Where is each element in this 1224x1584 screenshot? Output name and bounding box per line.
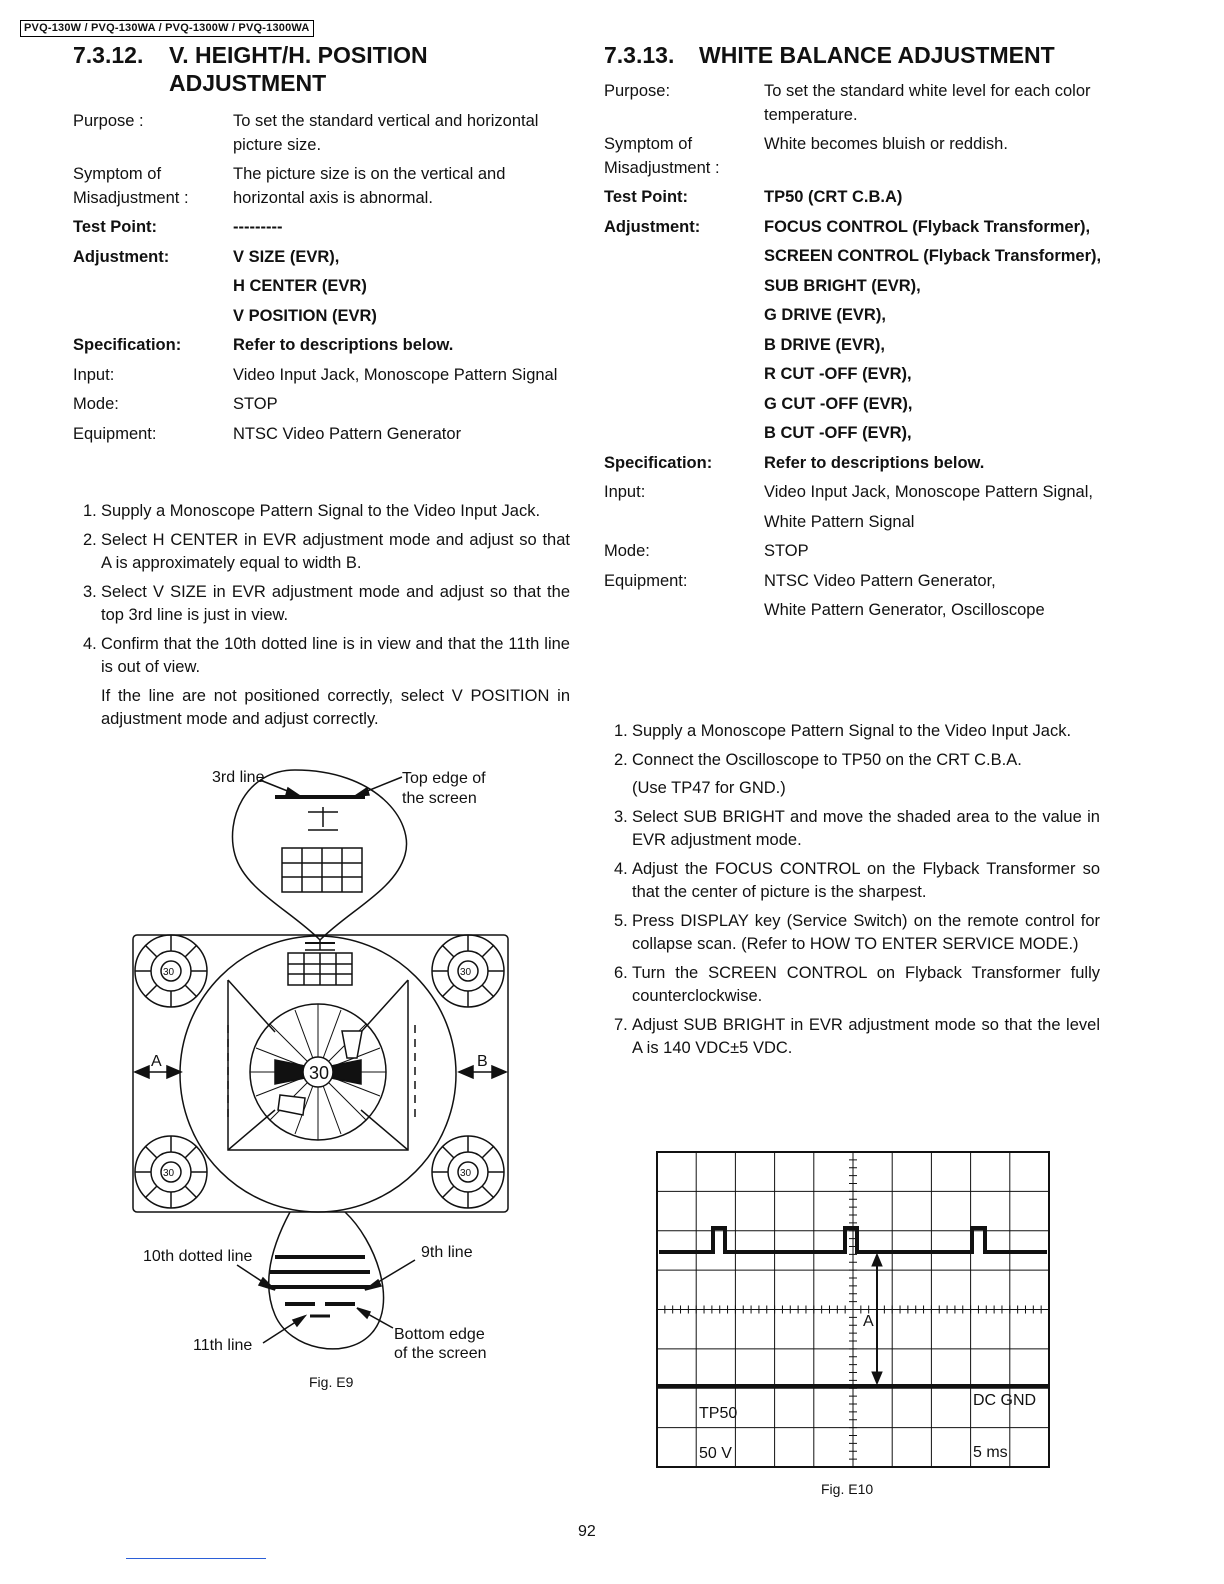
spec-value: SUB BRIGHT (EVR),	[764, 276, 921, 295]
spec-value: Video Input Jack, Monoscope Pattern Signal,	[764, 483, 1093, 501]
label-30-tl: 30	[163, 967, 175, 978]
label-a: A	[151, 1053, 162, 1070]
label-30-bl: 30	[163, 1168, 175, 1179]
spec-key	[604, 599, 764, 623]
label-level-a: A	[863, 1313, 874, 1330]
procedure-step	[614, 720, 1100, 744]
spec-row	[604, 216, 1104, 240]
spec-row	[73, 305, 573, 329]
spec-key: Equipment:	[604, 571, 688, 590]
label-b: B	[477, 1053, 488, 1070]
procedure-step	[83, 500, 570, 524]
procedure-step	[614, 749, 1100, 773]
spec-value: V SIZE (EVR),	[233, 247, 340, 266]
step-number: 4.	[614, 859, 628, 878]
spec-key	[604, 334, 764, 358]
step-text: Select H CENTER in EVR adjustment mode and adjust so that A is approximately equal to width B.	[101, 530, 570, 572]
spec-value: FOCUS CONTROL (Flyback Transformer),	[764, 217, 1091, 236]
spec-row	[604, 186, 1104, 210]
right-procedure-list	[614, 720, 1100, 1066]
spec-row	[604, 511, 1104, 535]
label-30-center: 30	[309, 1063, 330, 1083]
spec-row	[604, 245, 1104, 269]
label-9th-line: 9th line	[421, 1244, 473, 1261]
step-number: 7.	[614, 1015, 628, 1034]
right-spec-table	[604, 80, 1104, 629]
spec-value: NTSC Video Pattern Generator	[233, 424, 462, 443]
spec-value: Video Input Jack, Monoscope Pattern Signal	[233, 365, 558, 384]
spec-key	[604, 275, 764, 299]
spec-key: Adjustment:	[604, 217, 701, 236]
spec-row	[604, 133, 1104, 180]
spec-value: Refer to descriptions below.	[233, 336, 454, 354]
fig-e9-caption: Fig. E9	[309, 1374, 354, 1390]
spec-row	[604, 363, 1104, 387]
spec-key: Symptom of Misadjustment :	[73, 165, 189, 207]
spec-row	[73, 423, 573, 447]
spec-value: SCREEN CONTROL (Flyback Transformer),	[764, 247, 1102, 265]
step-text: Supply a Monoscope Pattern Signal to the Video Input Jack.	[101, 502, 541, 520]
spec-key: Mode:	[604, 542, 650, 560]
spec-value: B CUT -OFF (EVR),	[764, 424, 912, 442]
step-number: 6.	[614, 963, 628, 982]
spec-value: To set the standard white level for each color temperature.	[764, 82, 1091, 124]
spec-key: Test Point:	[73, 218, 158, 236]
model-header: PVQ-130W / PVQ-130WA / PVQ-1300W / PVQ-1300WA	[20, 20, 314, 37]
procedure-step	[614, 1014, 1100, 1061]
label-top-edge-2: the screen	[402, 790, 477, 807]
fig-e10-caption: Fig. E10	[821, 1481, 874, 1497]
left-section-title: 7.3.12. V. HEIGHT/H. POSITION ADJUSTMENT	[73, 42, 428, 96]
spec-value: To set the standard vertical and horizontal picture size.	[233, 112, 539, 154]
step-number: 4.	[83, 634, 97, 653]
procedure-step	[614, 962, 1100, 1009]
step-number: 3.	[83, 582, 97, 601]
spec-row	[73, 163, 573, 210]
spec-row	[73, 110, 573, 157]
step-number: 2.	[83, 530, 97, 549]
spec-key: Adjustment:	[73, 247, 170, 266]
spec-row	[73, 364, 573, 388]
label-bottom-edge-1: Bottom edge	[394, 1326, 485, 1343]
spec-key: Equipment:	[73, 424, 157, 443]
spec-value: R CUT -OFF (EVR),	[764, 365, 912, 383]
step-text: Confirm that the 10th dotted line is in view and that the 11th line is out of view.	[101, 634, 570, 676]
procedure-step	[614, 806, 1100, 853]
spec-row	[604, 393, 1104, 417]
label-30-tr: 30	[460, 967, 472, 978]
spec-key: Specification:	[604, 453, 713, 472]
step-text: Adjust the FOCUS CONTROL on the Flyback Transformer so that the center of picture is the sharpest.	[632, 859, 1100, 901]
step-number: 3.	[614, 807, 628, 826]
spec-value: White Pattern Signal	[764, 512, 915, 531]
spec-value: White becomes bluish or reddish.	[764, 135, 1008, 153]
step-text: Connect the Oscilloscope to TP50 on the CRT C.B.A.	[632, 750, 1022, 769]
right-section-title: 7.3.13. WHITE BALANCE ADJUSTMENT	[604, 42, 1055, 68]
label-11th-line: 11th line	[193, 1337, 253, 1354]
procedure-step	[83, 633, 570, 680]
spec-row	[73, 216, 573, 240]
spec-row	[604, 275, 1104, 299]
procedure-step	[614, 910, 1100, 957]
spec-key: Mode:	[73, 395, 119, 413]
step-text: Select SUB BRIGHT and move the shaded area to the value in EVR adjustment mode.	[632, 807, 1100, 849]
step-note	[83, 685, 570, 732]
spec-row	[604, 540, 1104, 564]
spec-row	[604, 570, 1104, 594]
spec-key	[604, 363, 764, 387]
spec-value: V POSITION (EVR)	[233, 306, 377, 325]
left-procedure-list	[83, 500, 570, 737]
procedure-step	[83, 581, 570, 628]
step-text: Supply a Monoscope Pattern Signal to the Video Input Jack.	[632, 722, 1072, 740]
spec-value: STOP	[233, 395, 278, 413]
step-note-text: If the line are not positioned correctly, select V POSITION in adjustment mode and adjust correctly.	[101, 686, 570, 728]
procedure-step	[83, 529, 570, 576]
spec-row	[73, 275, 573, 299]
step-note	[614, 777, 1100, 801]
spec-row	[73, 246, 573, 270]
spec-key	[604, 422, 764, 446]
spec-value: The picture size is on the vertical and horizontal axis is abnormal.	[233, 165, 506, 207]
step-number: 1.	[614, 722, 628, 740]
spec-row	[604, 481, 1104, 505]
spec-key	[604, 393, 764, 417]
spec-key: Symptom of Misadjustment :	[604, 135, 720, 177]
spec-value: White Pattern Generator, Oscilloscope	[764, 601, 1045, 619]
spec-value: G DRIVE (EVR),	[764, 306, 886, 324]
spec-key: Test Point:	[604, 188, 689, 206]
left-spec-table	[73, 110, 573, 452]
label-50v: 50 V	[699, 1445, 732, 1462]
spec-key: Input:	[604, 483, 646, 501]
label-bottom-edge-2: of the screen	[394, 1345, 487, 1362]
step-text: Adjust SUB BRIGHT in EVR adjustment mode so that the level A is 140 VDC±5 VDC.	[632, 1015, 1100, 1057]
step-text: Select V SIZE in EVR adjustment mode and adjust so that the top 3rd line is just in view.	[101, 582, 570, 624]
label-10th-line: 10th dotted line	[143, 1248, 253, 1265]
label-dc-gnd: DC GND	[973, 1392, 1037, 1409]
spec-row	[604, 80, 1104, 127]
step-note-text: (Use TP47 for GND.)	[632, 779, 786, 797]
spec-key	[73, 305, 233, 329]
spec-key	[604, 304, 764, 328]
spec-key: Input:	[73, 365, 115, 384]
spec-value: G CUT -OFF (EVR),	[764, 394, 913, 413]
spec-row	[604, 599, 1104, 623]
left-section-number: 7.3.12.	[73, 42, 144, 68]
spec-value: NTSC Video Pattern Generator,	[764, 571, 996, 590]
step-number: 5.	[614, 911, 628, 930]
spec-row	[604, 304, 1104, 328]
footer-rule	[126, 1558, 266, 1559]
right-section-number: 7.3.13.	[604, 42, 675, 68]
spec-value: H CENTER (EVR)	[233, 277, 367, 295]
label-30-br: 30	[460, 1168, 472, 1179]
spec-key	[604, 245, 764, 269]
label-5ms: 5 ms	[973, 1444, 1008, 1461]
label-3rd-line: 3rd line	[212, 769, 265, 786]
spec-row	[604, 422, 1104, 446]
spec-row	[73, 393, 573, 417]
fig-e10-oscilloscope-graticule	[655, 1150, 1055, 1472]
spec-value: Refer to descriptions below.	[764, 453, 985, 472]
page-number: 92	[578, 1523, 596, 1540]
spec-value: STOP	[764, 542, 809, 560]
spec-value: B DRIVE (EVR),	[764, 335, 886, 354]
spec-key: Purpose:	[604, 82, 671, 100]
step-text: Press DISPLAY key (Service Switch) on the remote control for collapse scan. (Refer to HOW TO ENTER SERVICE MODE.)	[632, 911, 1100, 953]
step-number: 2.	[614, 750, 628, 769]
step-text: Turn the SCREEN CONTROL on Flyback Transformer fully counterclockwise.	[632, 963, 1100, 1005]
spec-value: TP50 (CRT C.B.A)	[764, 188, 903, 206]
spec-key: Specification:	[73, 336, 182, 354]
spec-key	[604, 511, 764, 535]
spec-key: Purpose :	[73, 112, 144, 130]
procedure-step	[614, 858, 1100, 905]
spec-row	[604, 334, 1104, 358]
spec-row	[604, 452, 1104, 476]
label-tp50: TP50	[699, 1405, 738, 1422]
step-number: 1.	[83, 502, 97, 520]
spec-row	[73, 334, 573, 358]
spec-key	[73, 275, 233, 299]
fig-e9-monoscope-diagram	[125, 760, 525, 1370]
label-top-edge-1: Top edge of	[402, 770, 486, 787]
spec-value: ---------	[233, 218, 283, 236]
